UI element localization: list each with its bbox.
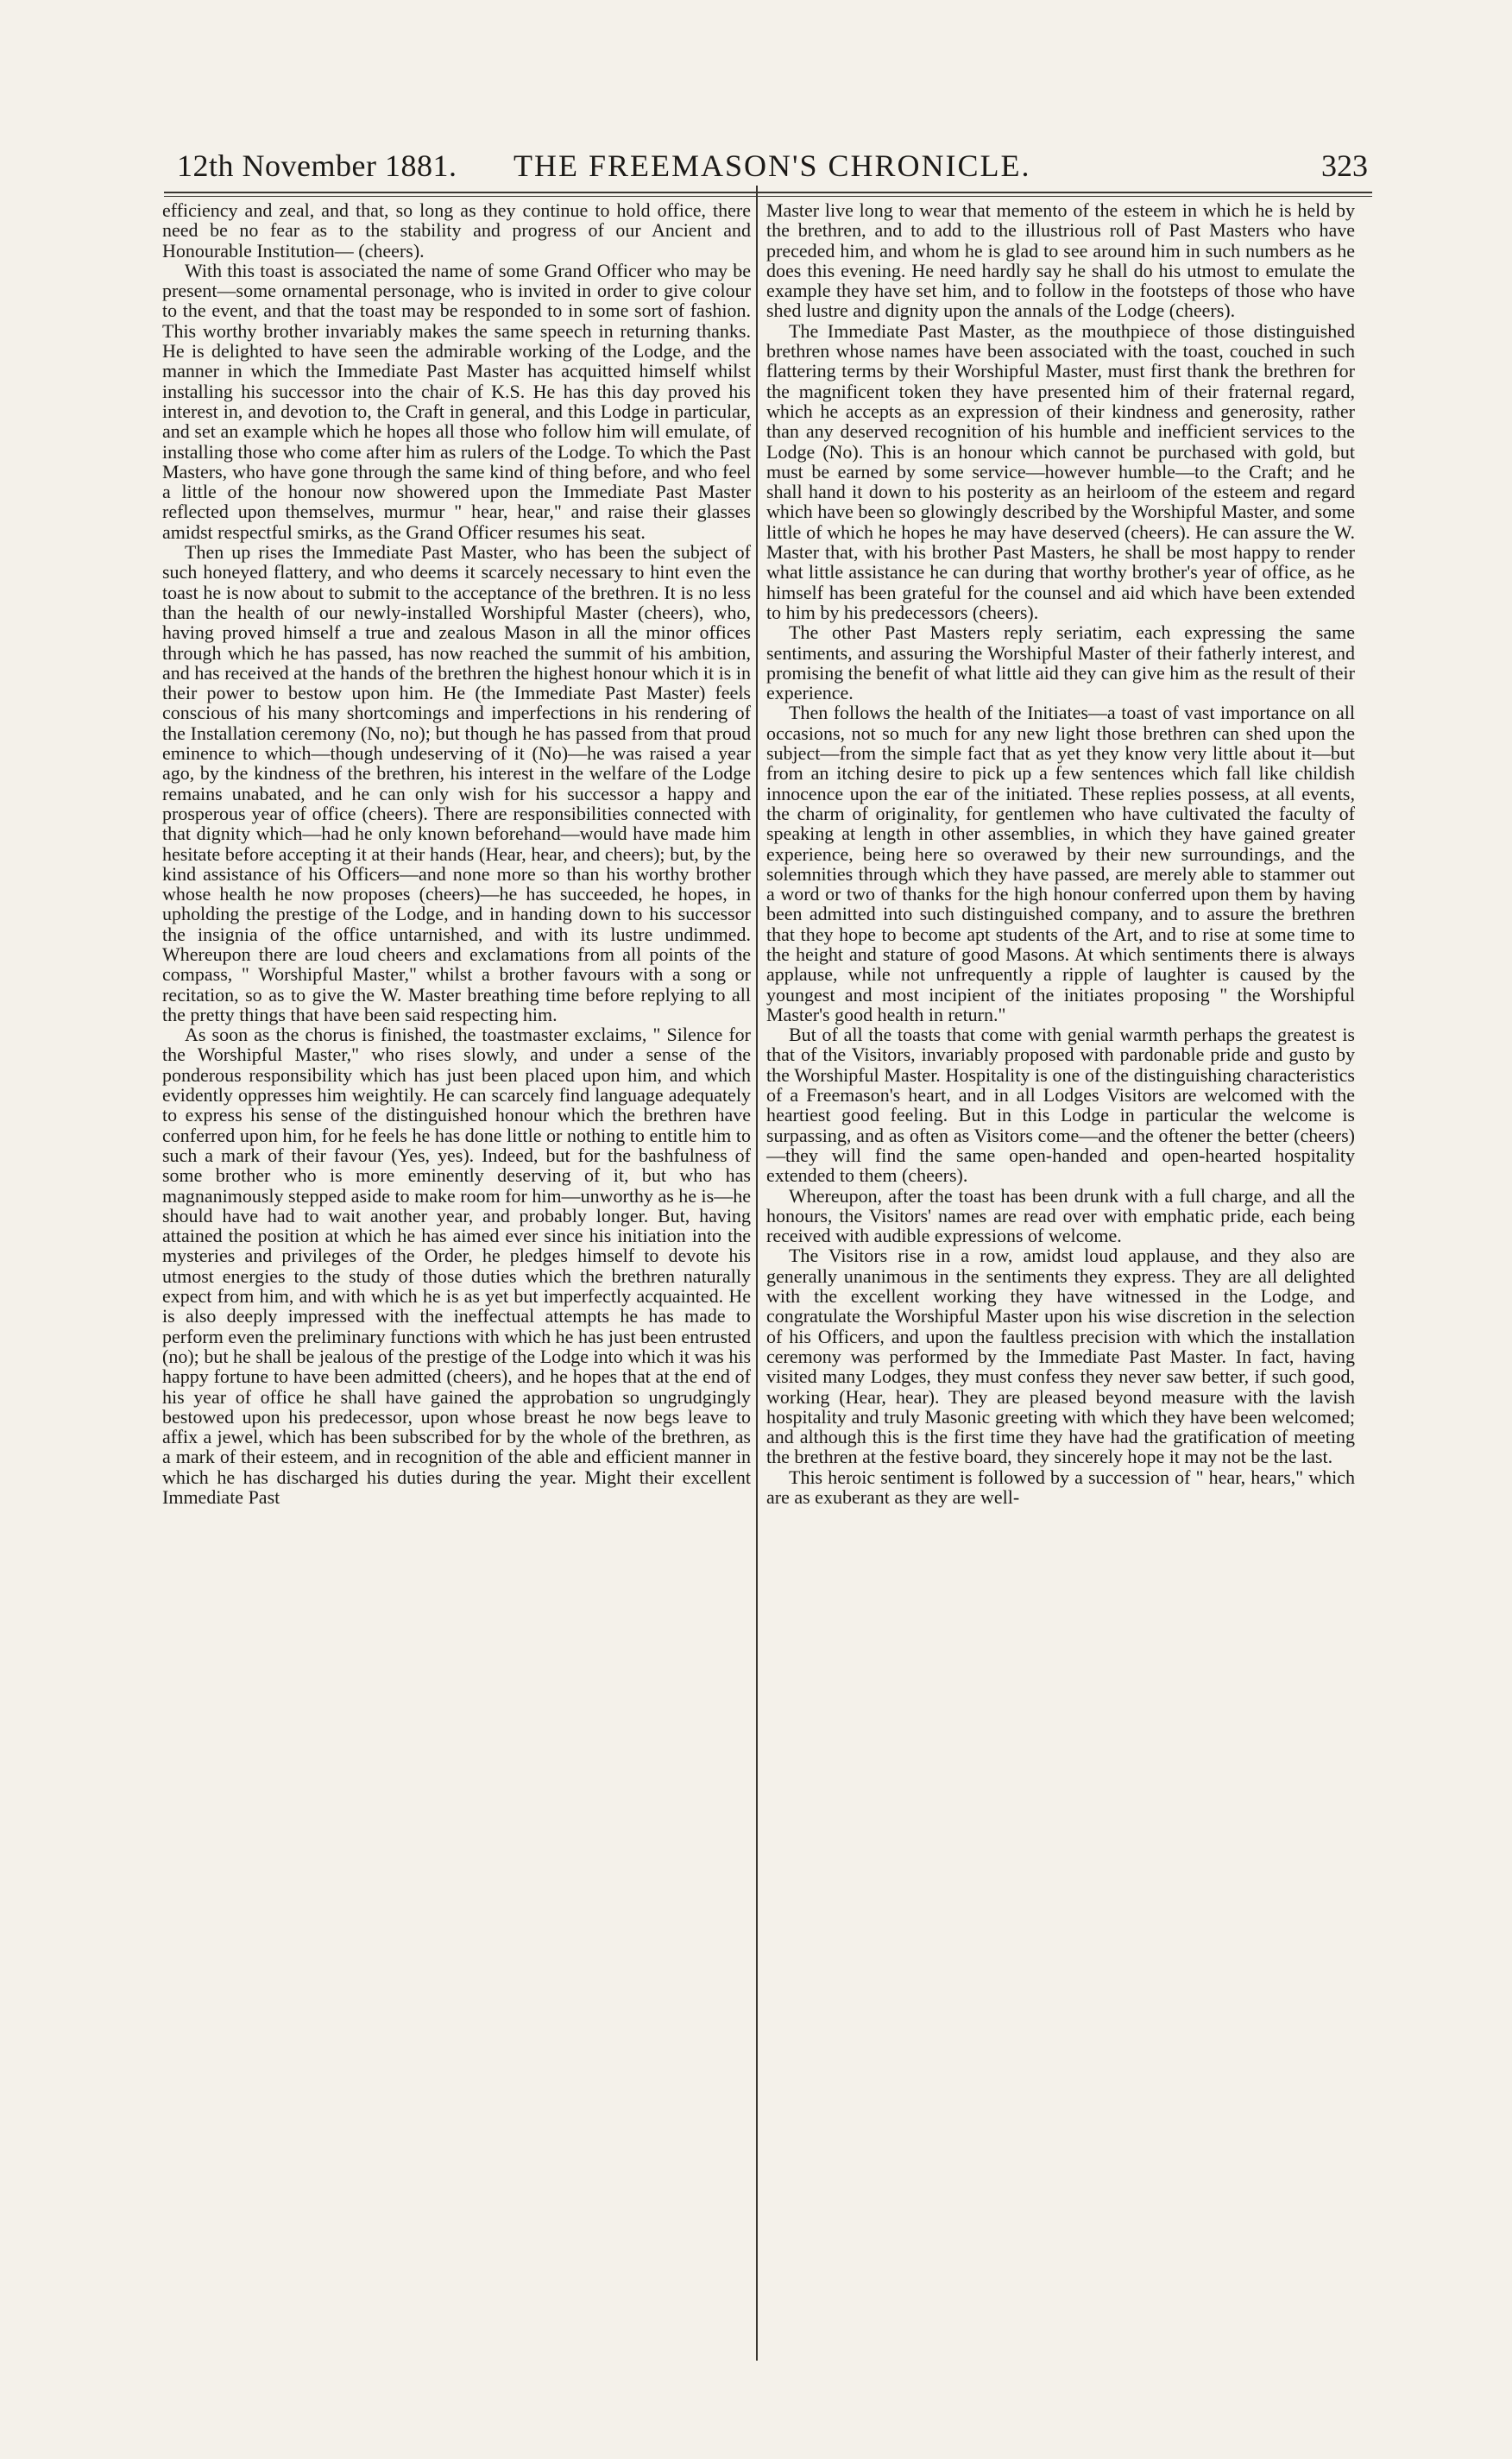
page-number: 323 — [1321, 148, 1368, 183]
paragraph: With this toast is associated the name of some Grand Officer who may be present—some ornamental personage, who is invited in order to give colour to the event, and that the toast may be responded to in some sort of fashion. This worthy brother invariably makes the same speech in returning thanks. He is delighted to have seen the admirable working of the Lodge, and the manner in which the Immediate Past Master has acquitted himself whilst installing his successor into the chair of K.S. He has this day proved his interest in, and devotion to, the Craft in general, and this Lodge in particular, and set an example which he hopes all those who follow him will emulate, of installing those who come after him as rulers of the Lodge. To which the Past Masters, who have gone through the same kind of thing before, and who feel a little of the honour now showered upon the Immediate Past Master reflected upon themselves, murmur " hear, hear," and raise their glasses amidst respectful smirks, as the Grand Officer resumes his seat. — [162, 259, 751, 543]
header-rule — [164, 192, 1372, 193]
left-column — [162, 200, 751, 1507]
paragraph: This heroic sentiment is followed by a succession of " hear, hears," which are as exuberant as they are well- — [766, 1466, 1355, 1508]
issue-date: 12th November 1881. — [177, 148, 457, 183]
paragraph: The Immediate Past Master, as the mouthpiece of those distinguished brethren whose names have been associated with the toast, couched in such flattering terms by their Worshipful Master, must first thank the brethren for the magnificent token they have presented him of their fraternal regard, which he accepts as an expression of their kindness and generosity, rather than any deserved recognition of his humble and inefficient services to the Lodge (No). This is an honour which cannot be purchased with gold, but must be earned by some service—however humble—to the Craft; and he shall hand it down to his posterity as an heirloom of the esteem and regard which have been so glowingly described by the Worshipful Master, and some little of which he hopes he may have deserved (cheers). He can assure the W. Master that, with his brother Past Masters, he shall be most happy to render what little assistance he can during that worthy brother's year of office, as he himself has been grateful for the counsel and aid which have been extended to him by his predecessors (cheers). — [766, 319, 1355, 623]
paragraph: Then up rises the Immediate Past Master, who has been the subject of such honeyed flattery, and who deems it scarcely necessary to hint even the toast he is now about to submit to the acceptance of the brethren. It is no less than the health of our newly-installed Worshipful Master (cheers), who, having proved himself a true and zealous Mason in all the minor offices through which he has passed, has now reached the summit of his ambition, and has received at the hands of the brethren the highest honour which it is in their power to bestow upon him. He (the Immediate Past Master) feels conscious of his many shortcomings and imperfections in his rendering of the Installation ceremony (No, no); but though he has passed from that proud eminence to which—though undeserving of it (No)—he was raised a year ago, by the kindness of the brethren, his interest in the welfare of the Lodge remains unabated, and he can only wish for his successor a happy and prosperous year of office (cheers). There are responsibilities connected with that dignity which—had he only known beforehand—would have made him hesitate before accepting it at their hands (Hear, hear, and cheers); but, by the kind assistance of his Officers—and none more so than his worthy brother whose health he now proposes (cheers)—he has succeeded, he hopes, in upholding the prestige of the Lodge, and in handing down to his successor the insignia of the office untarnished, and with its lustre undimmed. Whereupon there are loud cheers and exclamations from all points of the compass, " Worshipful Master," whilst a brother favours with a song or recitation, so as to give the W. Master breathing time before replying to all the pretty things that have been said respecting him. — [162, 541, 751, 1025]
paragraph: The other Past Masters reply seriatim, each expressing the same sentiments, and assuring the Worshipful Master of their fatherly interest, and promising the benefit of what little aid they can give him as the result of their experience. — [766, 621, 1355, 704]
paragraph: But of all the toasts that come with genial warmth perhaps the greatest is that of the Visitors, invariably proposed with pardonable pride and gusto by the Worshipful Master. Hospitality is one of the distinguishing characteristics of a Freemason's heart, and in all Lodges Visitors are welcomed with the heartiest good feeling. But in this Lodge in particular the welcome is surpassing, and as often as Visitors come—and the oftener the better (cheers) —they will find the same open-handed and open-hearted hospitality extended to them (cheers). — [766, 1024, 1355, 1187]
paragraph: Master live long to wear that memento of the esteem in which he is held by the brethren, and to add to the illustrious roll of Past Masters who have preceded him, and whom he is glad to see around him in such numbers as he does this evening. He need hardly say he shall do his utmost to emulate the example they have set him, and to follow in the footsteps of those who have shed lustre and dignity upon the annals of the Lodge (cheers). — [766, 199, 1355, 322]
paragraph: efficiency and zeal, and that, so long as they continue to hold office, there need be no fear as to the stability and progress of our Ancient and Honourable Institution— (cheers). — [162, 199, 751, 262]
paragraph: As soon as the chorus is finished, the toastmaster exclaims, " Silence for the Worshipful Master," who rises slowly, and under a sense of the ponderous responsibility which has just been placed upon him, and which evidently oppresses him weightily. He can scarcely find language adequately to express his sense of the distinguished honour which the brethren have conferred upon him, for he feels he has done little or nothing to entitle him to such a mark of their favour (Yes, yes). Indeed, but for the bashfulness of some brother who is more eminently deserving of it, but who has magnanimously stepped aside to make room for him—unworthy as he is—he should have had to wait another year, and probably longer. But, having attained the position at which he has aimed ever since his initiation into the mysteries and privileges of the Order, he pledges himself to devote his utmost energies to the study of those duties which the brethren naturally expect from him, and with which he is as yet but imperfectly acquainted. He is also deeply impressed with the ineffectual attempts he has made to perform even the preliminary functions with which he has just been entrusted (no); but he shall be jealous of the prestige of the Lodge into which it was his happy fortune to have been admitted (cheers), and he hopes that at the end of his year of office he shall have gained the approbation so ungrudgingly bestowed upon his predecessor, upon whose breast he now begs leave to affix a jewel, which has been subscribed for by the whole of the brethren, as a mark of their esteem, and in recognition of the able and efficient manner in which he has discharged his duties during the year. Might their excellent Immediate Past — [162, 1024, 751, 1508]
page-header — [177, 147, 1368, 185]
paragraph: Whereupon, after the toast has been drunk with a full charge, and all the honours, the Visitors' names are read over with emphatic pride, each being received with audible expressions of welcome. — [766, 1184, 1355, 1247]
right-column — [766, 200, 1355, 1507]
paragraph: The Visitors rise in a row, amidst loud applause, and they also are generally unanimous in the sentiments they express. They are all delighted with the excellent working they have witnessed in the Lodge, and congratulate the Worshipful Master upon his wise discretion in the selection of his Officers, and upon the faultless precision with which the installation ceremony was performed by the Immediate Past Master. In fact, having visited many Lodges, they must confess they never saw better, if such good, working (Hear, hear). They are pleased beyond measure with the lavish hospitality and truly Masonic greeting with which they have been welcomed; and although this is the first time they have had the gratification of meeting the brethren at the festive board, they sincerely hope it may not be the last. — [766, 1245, 1355, 1468]
column-divider — [756, 186, 758, 2361]
paragraph: Then follows the health of the Initiates—a toast of vast importance on all occasions, not so much for any new light those brethren can shed upon the subject—from the simple fact that as yet they know very little about it—but from an itching desire to pick up a few sentences which fall like childish innocence upon the ear of the initiated. These replies possess, at all events, the charm of originality, for gentlemen who have cultivated the faculty of speaking at length in other assemblies, in which they have gained greater experience, being here so overawed by their new surroundings, and the solemnities through which they have passed, are merely able to stammer out a word or two of thanks for the high honour conferred upon them by having been admitted into such distinguished company, and to assure the brethren that they hope to become apt students of the Art, and to rise at some time to the height and stature of good Masons. At which sentiments there is always applause, while not unfrequently a ripple of laughter is caused by the youngest and most incipient of the initiates proposing " the Worshipful Master's good health in return." — [766, 702, 1355, 1025]
header-rule-thin — [164, 196, 1372, 197]
masthead-title: THE FREEMASON'S CHRONICLE. — [513, 148, 1031, 183]
